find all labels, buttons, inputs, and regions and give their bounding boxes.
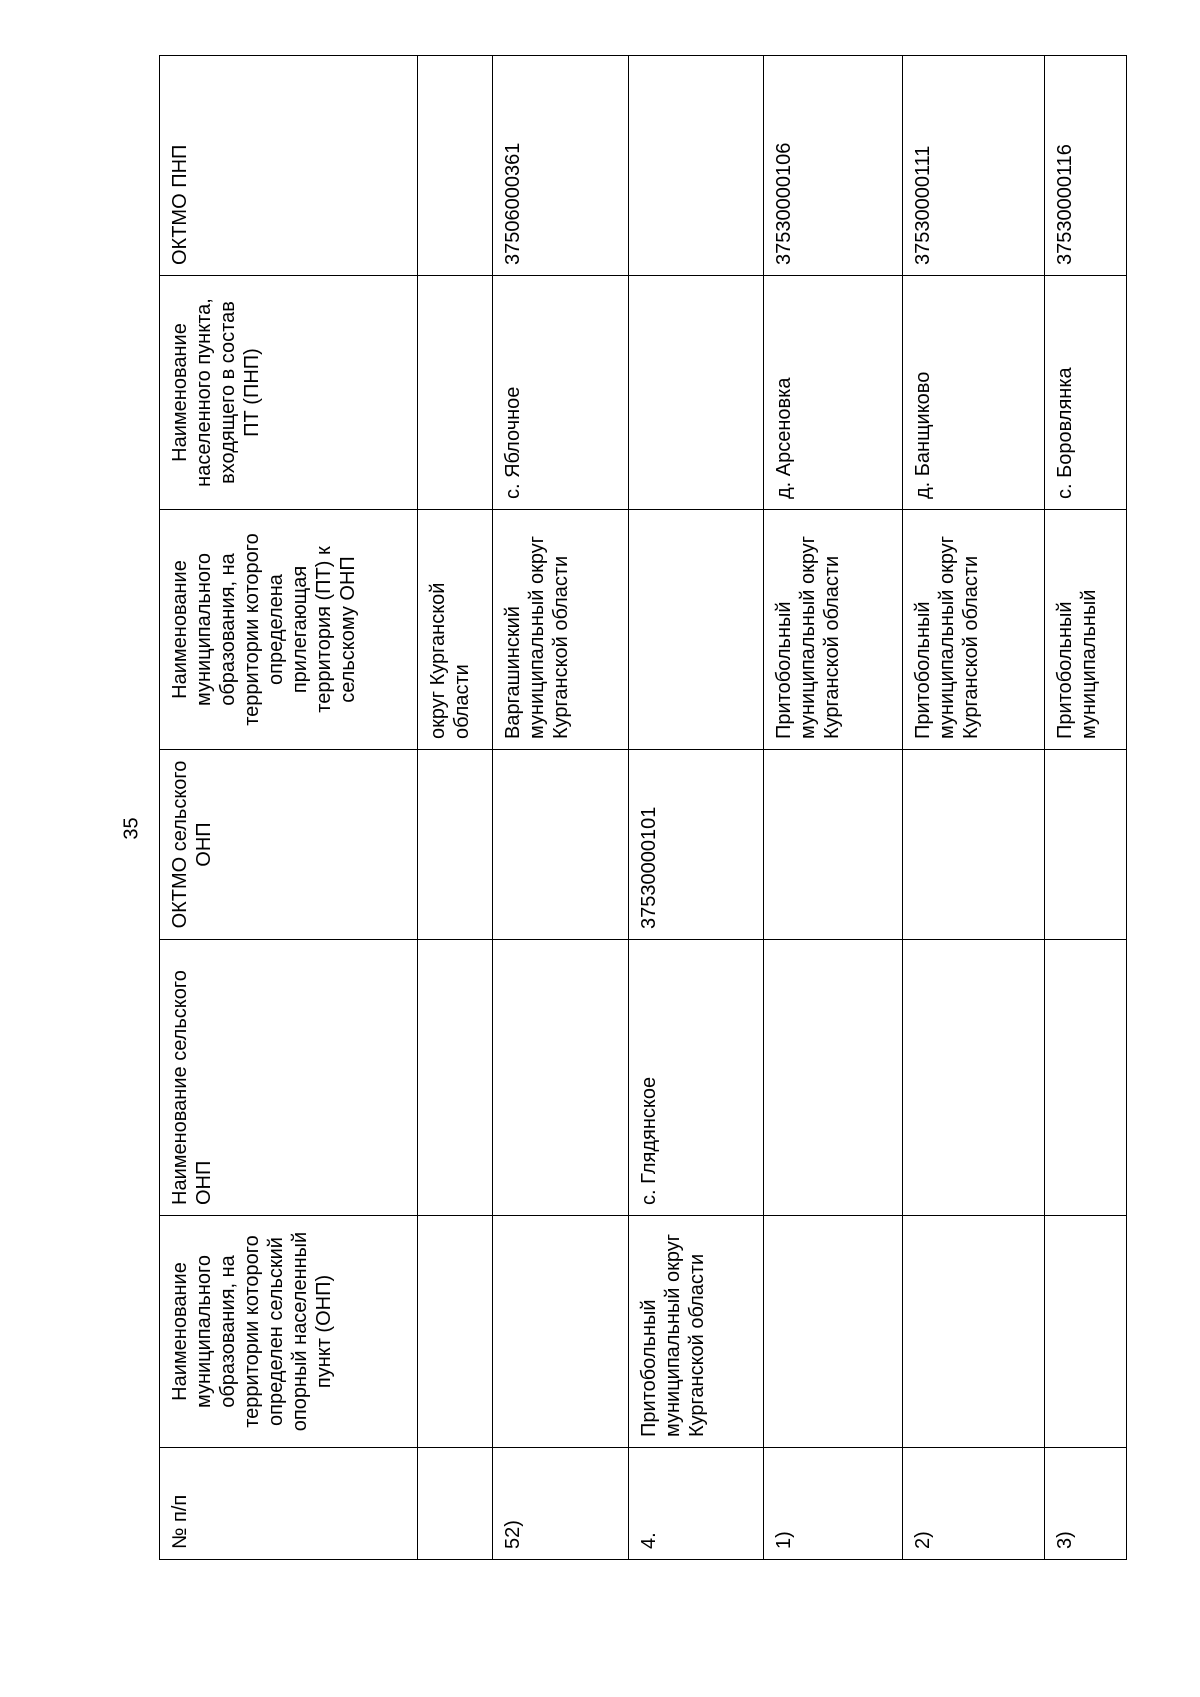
- table-row: [1045, 56, 1127, 1560]
- cell-onp-name: [1045, 940, 1127, 1216]
- cell-pnp-oktmo: 37530000106: [763, 56, 903, 276]
- table-container: [159, 56, 1127, 1560]
- header-cell-onp-oktmo: ОКТМО сельского ОНП: [160, 750, 418, 940]
- cell-onp-name: [418, 940, 493, 1216]
- cell-number: 52): [493, 1448, 628, 1560]
- header-cell-number: № п/п: [160, 1448, 418, 1560]
- cell-onp-oktmo: [763, 750, 903, 940]
- page-number-text: 35: [120, 816, 143, 840]
- header-cell-pnp-name: Наименование населенного пункта, входящего в состав ПТ (ПНП): [160, 276, 418, 510]
- cell-pt-municipality: Притобольный муниципальный округ Курганской области: [903, 510, 1045, 750]
- cell-pnp-oktmo: [418, 56, 493, 276]
- cell-pnp-name: с. Яблочное: [493, 276, 628, 510]
- header-cell-pnp-oktmo: ОКТМО ПНП: [160, 56, 418, 276]
- cell-municipality: [1045, 1216, 1127, 1448]
- table-row: [628, 56, 763, 1560]
- cell-pnp-oktmo: 37530000116: [1045, 56, 1127, 276]
- table-row: [418, 56, 493, 1560]
- cell-municipality: [903, 1216, 1045, 1448]
- cell-onp-name: с. Глядянское: [628, 940, 763, 1216]
- cell-pt-municipality: [628, 510, 763, 750]
- cell-onp-name: [493, 940, 628, 1216]
- cell-pt-municipality: округ Курганской области: [418, 510, 493, 750]
- header-row: [160, 56, 418, 1560]
- header-cell-municipality: Наименование муниципального образования, на территории которого определен сельский опорный населенный пункт (ОНП): [160, 1216, 418, 1448]
- cell-onp-name: [903, 940, 1045, 1216]
- cell-pnp-name: [418, 276, 493, 510]
- cell-pt-municipality: Варгашинский муниципальный округ Курганской области: [493, 510, 628, 750]
- cell-municipality: [763, 1216, 903, 1448]
- cell-municipality: Притобольный муниципальный округ Курганской области: [628, 1216, 763, 1448]
- cell-onp-oktmo: [1045, 750, 1127, 940]
- page-number: [118, 808, 146, 848]
- cell-onp-name: [763, 940, 903, 1216]
- header-cell-pt-municipality: Наименование муниципального образования, на территории которого определена прилегающая территория (ПТ) к сельскому ОНП: [160, 510, 418, 750]
- cell-pnp-name: с. Боровлянка: [1045, 276, 1127, 510]
- cell-number: 3): [1045, 1448, 1127, 1560]
- cell-number: 4.: [628, 1448, 763, 1560]
- cell-onp-oktmo: [493, 750, 628, 940]
- cell-pnp-oktmo: 37530000111: [903, 56, 1045, 276]
- cell-pnp-name: д. Банщиково: [903, 276, 1045, 510]
- cell-pnp-name: [628, 276, 763, 510]
- cell-number: [418, 1448, 493, 1560]
- cell-pt-municipality: Притобольный муниципальный округ Курганской области: [763, 510, 903, 750]
- cell-number: 1): [763, 1448, 903, 1560]
- settlements-table: [159, 55, 1127, 1560]
- cell-municipality: [493, 1216, 628, 1448]
- header-cell-onp-name: Наименование сельского ОНП: [160, 940, 418, 1216]
- table-row: [903, 56, 1045, 1560]
- cell-pt-municipality: Притобольный муниципальный: [1045, 510, 1127, 750]
- cell-pnp-name: д. Арсеновка: [763, 276, 903, 510]
- table-row: [763, 56, 903, 1560]
- cell-onp-oktmo: [418, 750, 493, 940]
- cell-onp-oktmo: 37530000101: [628, 750, 763, 940]
- cell-municipality: [418, 1216, 493, 1448]
- cell-number: 2): [903, 1448, 1045, 1560]
- cell-pnp-oktmo: [628, 56, 763, 276]
- cell-onp-oktmo: [903, 750, 1045, 940]
- cell-pnp-oktmo: 37506000361: [493, 56, 628, 276]
- table-row: [493, 56, 628, 1560]
